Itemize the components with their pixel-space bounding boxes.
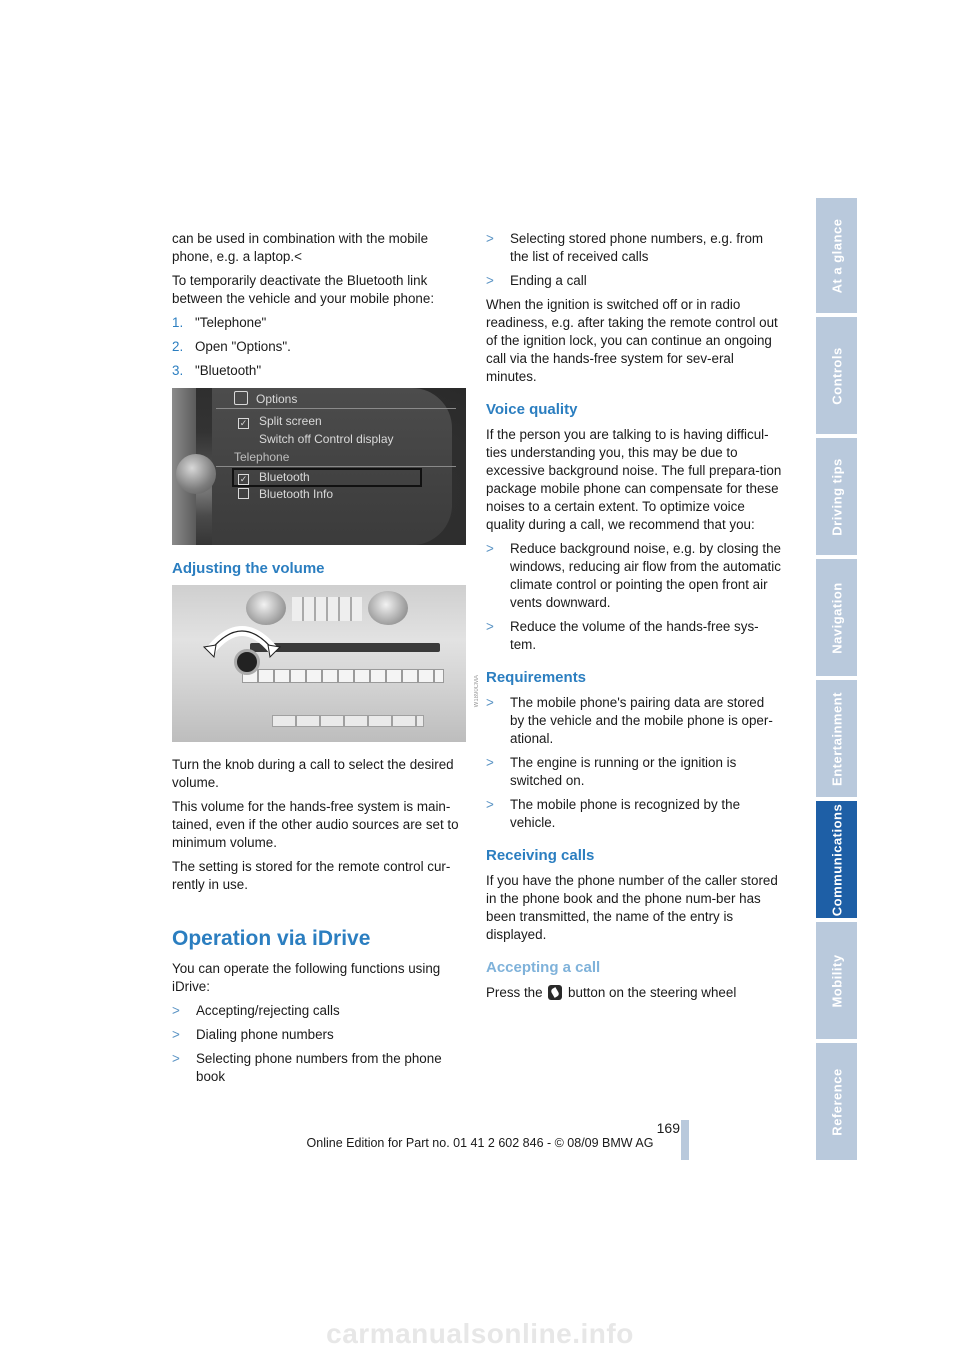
chapter-sidebar [816, 198, 857, 1160]
divider [216, 408, 456, 409]
accepting-paragraph: Press the button on the steering wheel [486, 985, 737, 1000]
checkbox-checked-icon: ✓ [239, 418, 248, 428]
menu-icon [234, 391, 248, 405]
volume-knob-figure [172, 585, 480, 742]
list-item: > Reduce background noise, e.g. by closing the windows, reducing air flow from the automatic climate control or pointing the open front air vents downward. [486, 541, 781, 610]
option-bluetooth[interactable]: ✓ Bluetooth [232, 468, 422, 487]
checkbox-checked-icon: ✓ [239, 474, 248, 484]
heading-adjusting-volume: Adjusting the volume [172, 560, 325, 577]
step-text: "Telephone" [195, 315, 267, 330]
list-item: > The mobile phone's pairing data are stored by the vehicle and the mobile phone is oper-ational. [486, 695, 773, 746]
step-text: "Bluetooth" [195, 363, 262, 378]
list-item: > Reduce the volume of the hands-free sys-tem. [486, 619, 759, 652]
option-switch-off-display[interactable]: Switch off Control display [259, 432, 394, 446]
volume-paragraph-2: This volume for the hands-free system is main-tained, even if the other audio sources are set to minimum volume. [172, 799, 459, 850]
volume-knob-icon [234, 649, 260, 675]
figure-code: W1890CMA [474, 675, 480, 708]
list-item: > The engine is running or the ignition is switched on. [486, 755, 737, 788]
heading-accepting-call: Accepting a call [486, 959, 601, 976]
right-column [486, 230, 782, 1008]
heading-requirements: Requirements [486, 669, 587, 686]
option-bluetooth-info[interactable]: Bluetooth Info [238, 487, 333, 502]
tab-reference[interactable]: Reference [816, 1043, 857, 1160]
watermark: carmanualsonline.info [326, 1318, 634, 1349]
tab-navigation[interactable]: Navigation [816, 559, 857, 676]
volume-paragraph-1: Turn the knob during a call to select the desired volume. [172, 757, 454, 790]
list-item: > The mobile phone is recognized by the vehicle. [486, 797, 741, 830]
ignition-paragraph: When the ignition is switched off or in radio readiness, e.g. after taking the remote control out of the ignition lock, you can continue an ongoing call via the hands-free system for sev-eral minutes. [486, 297, 778, 384]
left-column [172, 230, 480, 1092]
step-number: 1. [172, 315, 184, 330]
tab-entertainment[interactable]: Entertainment [816, 680, 857, 797]
volume-paragraph-3: The setting is stored for the remote control cur-rently in use. [172, 859, 451, 892]
heading-operation-idrive: Operation via iDrive [172, 927, 371, 950]
tab-driving-tips[interactable]: Driving tips [816, 438, 857, 555]
tab-communications[interactable]: Communications [816, 801, 857, 918]
climate-buttons [292, 597, 362, 621]
list-item: > Dialing phone numbers [172, 1027, 334, 1042]
checkbox-empty-icon [238, 488, 249, 499]
heading-receiving-calls: Receiving calls [486, 847, 595, 864]
tab-controls[interactable]: Controls [816, 317, 857, 434]
divider [216, 466, 456, 467]
preset-buttons [242, 669, 444, 683]
option-split-screen[interactable]: ✓ Split screen [239, 414, 322, 428]
step-1 [172, 314, 468, 332]
step-number: 3. [172, 363, 184, 378]
footer-edition: Online Edition for Part no. 01 41 2 602 846 - © 08/09 BMW AG [306, 1136, 654, 1150]
voice-paragraph: If the person you are talking to is having difficul-ties understanding you, this may be due to excessive background noise. The full prepara-tion package mobile phone can compensate for these noises to a certain extent. To optimize voice quality during a call, we recommend that you: [486, 427, 782, 532]
list-item: > Selecting stored phone numbers, e.g. from the list of received calls [486, 231, 764, 264]
options-screen-figure [172, 388, 466, 545]
idrive-paragraph: You can operate the following functions using iDrive: [172, 961, 441, 994]
receiving-paragraph: If you have the phone number of the caller stored in the phone book and the phone num-ber has been transmitted, the name of the entry is displayed. [486, 873, 778, 942]
intro-paragraph: can be used in combination with the mobile phone, e.g. a laptop.< [172, 231, 429, 264]
controller-knob-icon [176, 454, 216, 494]
list-item: > Ending a call [486, 273, 587, 288]
climate-dial-right [368, 591, 408, 625]
step-3 [172, 362, 468, 380]
list-item: > Selecting phone numbers from the phone book [172, 1051, 442, 1084]
tab-at-a-glance[interactable]: At a glance [816, 198, 857, 313]
list-item: > Accepting/rejecting calls [172, 1003, 340, 1018]
tab-mobility[interactable]: Mobility [816, 922, 857, 1039]
section-telephone: Telephone [234, 450, 290, 464]
deactivate-paragraph: To temporarily deactivate the Bluetooth link between the vehicle and your mobile phone: [172, 273, 435, 306]
options-title: Options [234, 391, 297, 407]
phone-button-icon [548, 985, 562, 1000]
lower-buttons [272, 715, 424, 727]
step-number: 2. [172, 339, 184, 354]
heading-voice-quality: Voice quality [486, 401, 578, 418]
page-number: 169 [656, 1120, 680, 1136]
step-2 [172, 338, 468, 356]
step-text: Open "Options". [195, 339, 291, 354]
